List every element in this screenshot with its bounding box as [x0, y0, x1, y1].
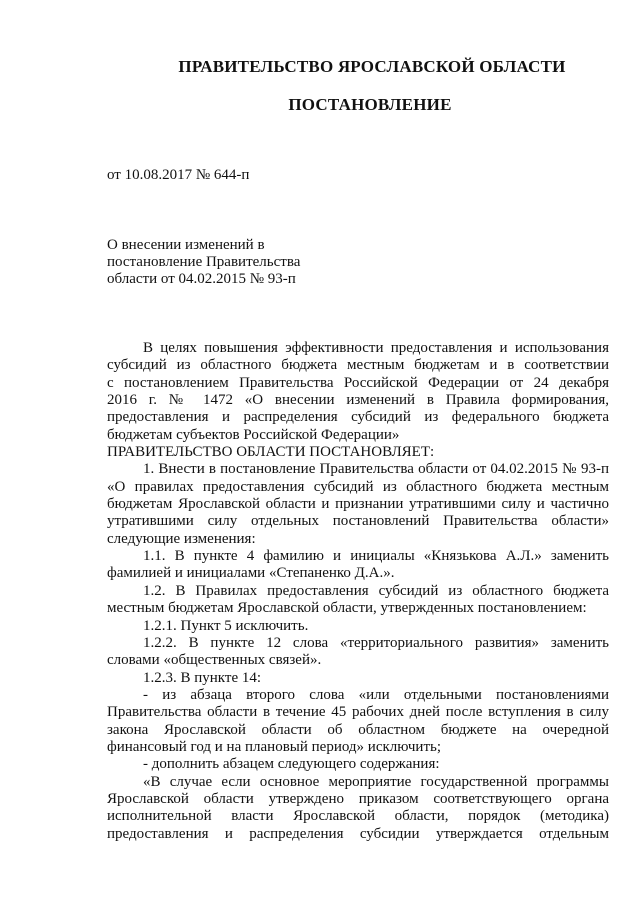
subject-line: области от 04.02.2015 № 93-п [107, 271, 296, 287]
document-type-heading: ПОСТАНОВЛЕНИЕ [288, 95, 452, 114]
body-text-line: финансовый год и на плановый период» исключить; [107, 738, 442, 755]
body-text-line: - дополнить абзацем следующего содержания: [143, 756, 440, 773]
body-text-line: 1.2.2. В пункте 12 слова «территориального развития» заменить [143, 634, 609, 651]
body-text-line: 1.1. В пункте 4 фамилию и инициалы «Князькова А.Л.» заменить [143, 548, 609, 565]
body-text-line: «О правилах предоставления субсидий из областного бюджета местным [107, 478, 609, 495]
body-text-line: местным бюджетам Ярославской области, утвержденных постановлением: [107, 600, 587, 617]
body-text-line: субсидий из областного бюджета местным бюджетам и в соответствии [107, 357, 609, 374]
body-text-line: предоставления и распределения субсидии утверждается отдельным [107, 825, 609, 842]
body-text-line: следующие изменения: [107, 530, 256, 547]
body-text-line: 1. Внести в постановление Правительства области от 04.02.2015 № 93-п [143, 461, 609, 478]
body-text-line: 1.2.3. В пункте 14: [143, 669, 262, 686]
subject-line: О внесении изменений в [107, 237, 265, 253]
body-text-line: Ярославской области утверждено приказом соответствующего органа [107, 790, 609, 807]
body-text-line: 1.2. В Правилах предоставления субсидий из областного бюджета [143, 582, 609, 599]
body-text-line: В целях повышения эффективности предоставления и использования [143, 340, 609, 356]
body-text-line: с постановлением Правительства Российской Федерации от 24 декабря [107, 374, 609, 391]
body-text-line: - из абзаца второго слова «или отдельными постановлениями [143, 686, 609, 703]
body-text-line: ПРАВИТЕЛЬСТВО ОБЛАСТИ ПОСТАНОВЛЯЕТ: [107, 444, 435, 461]
subject-line: постановление Правительства [107, 254, 301, 270]
body-text-line: бюджетам Ярославской области и признании утратившими силу и частично [107, 496, 609, 513]
body-text-line: словами «общественных связей». [107, 652, 322, 669]
body-text-line: 1.2.1. Пункт 5 исключить. [143, 617, 309, 634]
date-number-line: от 10.08.2017 № 644-п [107, 167, 250, 183]
body-text-line: бюджетам субъектов Российской Федерации» [107, 426, 400, 443]
document-subject [107, 237, 300, 288]
body-text-line: исполнительной власти Ярославской области, порядок (методика) [107, 808, 609, 825]
organization-heading: ПРАВИТЕЛЬСТВО ЯРОСЛАВСКОЙ ОБЛАСТИ [178, 57, 566, 76]
body-text-line: «В случае если основное мероприятие государственной программы [143, 773, 609, 790]
body-text-line: утратившими силу отдельных постановлений Правительства области» [107, 513, 609, 530]
body-text-line: 2016 г. № 1472 «О внесении изменений в Правила формирования, [107, 392, 609, 409]
document-body [107, 340, 609, 843]
body-text-line: закона Ярославской области об областном бюджете на очередной [107, 721, 609, 738]
body-text-line: предоставления и распределения субсидий из федерального бюджета [107, 409, 609, 426]
body-text-line: Правительства области в течение 45 рабочих дней после вступления в силу [107, 704, 609, 721]
body-text-line: фамилией и инициалами «Степаненко Д.А.». [107, 565, 395, 582]
